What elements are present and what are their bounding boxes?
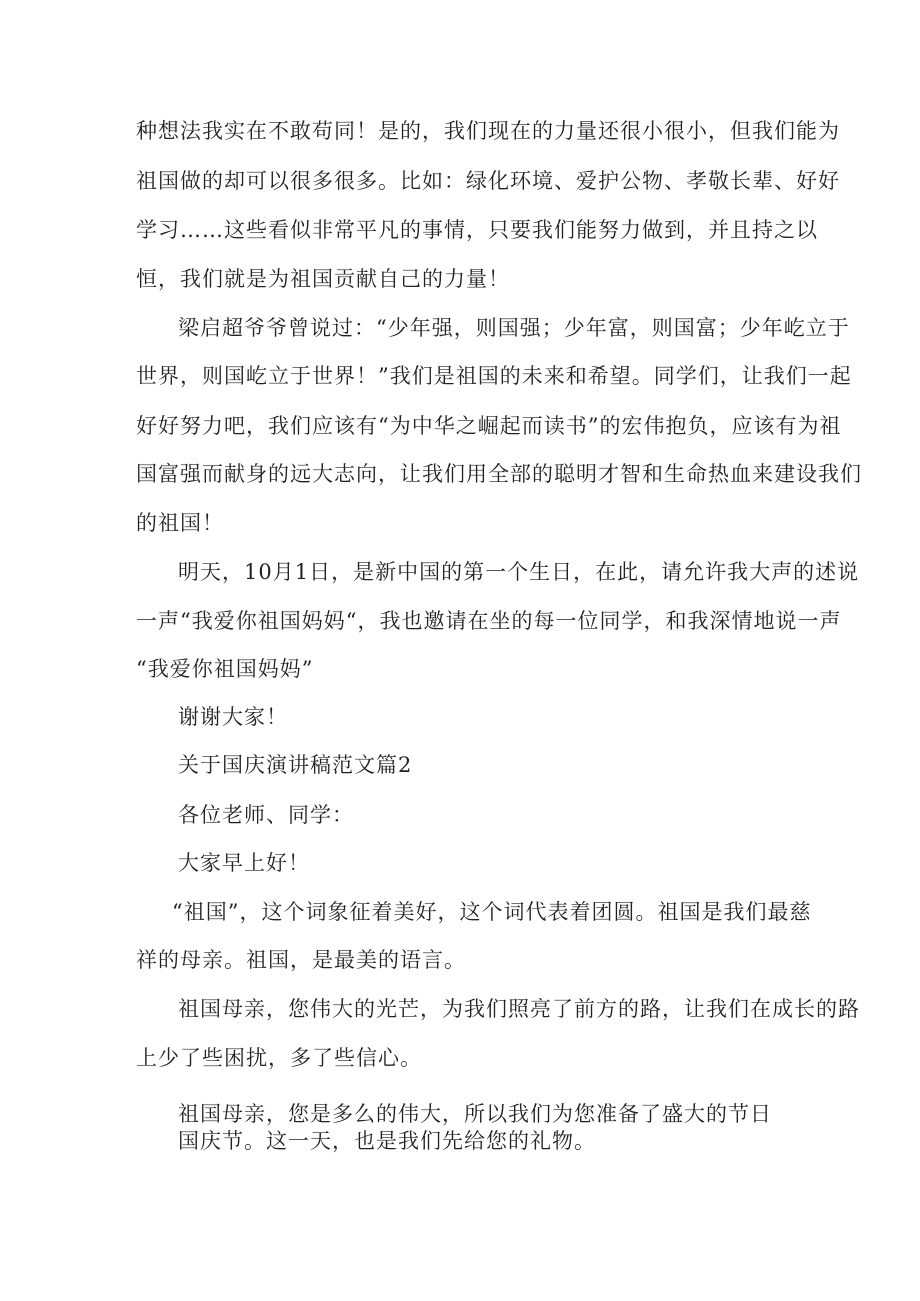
text-line: 祖国母亲，您伟大的光芒，为我们照亮了前方的路，让我们在成长的路 xyxy=(178,997,860,1021)
text-line: 国富强而献身的远大志向，让我们用全部的聪明才智和生命热血来建设我们 xyxy=(136,462,862,486)
text-line: 祖国母亲，您是多么的伟大，所以我们为您准备了盛大的节日 xyxy=(178,1102,772,1126)
text-line: 国庆节。这一天，也是我们先给您的礼物。 xyxy=(178,1129,596,1153)
text-line: 学习……这些看似非常平凡的事情，只要我们能努力做到，并且持之以 xyxy=(136,218,818,242)
text-line: 好好努力吧，我们应该有“为中华之崛起而读书”的宏伟抱负，应该有为祖 xyxy=(136,414,842,438)
text-line: 世界，则国屹立于世界！”我们是祖国的未来和希望。同学们，让我们一起 xyxy=(136,364,852,388)
section-heading: 关于国庆演讲稿范文篇2 xyxy=(178,753,413,777)
text-line: 梁启超爷爷曾说过：“少年强，则国强；少年富，则国富；少年屹立于 xyxy=(178,316,850,340)
text-line: 祥的母亲。祖国，是最美的语言。 xyxy=(136,948,466,972)
text-line: 恒，我们就是为祖国贡献自己的力量！ xyxy=(136,267,510,291)
text-line: 上少了些困扰，多了些信心。 xyxy=(136,1046,422,1070)
text-line: 种想法我实在不敢苟同！是的，我们现在的力量还很小很小，但我们能为 xyxy=(136,119,840,143)
text-line: 各位老师、同学： xyxy=(178,803,354,827)
text-line: 祖国做的却可以很多很多。比如：绿化环境、爱护公物、孝敬长辈、好好 xyxy=(136,169,840,193)
text-line: “祖国”，这个词象征着美好，这个词代表着团圆。祖国是我们最慈 xyxy=(172,900,812,924)
text-line: “我爱你祖国妈妈” xyxy=(136,657,314,681)
text-line: 大家早上好！ xyxy=(178,851,310,875)
text-line: 的祖国！ xyxy=(136,511,224,535)
text-line: 一声“我爱你祖国妈妈“，我也邀请在坐的每一位同学，和我深情地说一声 xyxy=(136,609,842,633)
text-line: 明天，10月1日，是新中国的第一个生日，在此，请允许我大声的述说 xyxy=(178,560,860,584)
text-line: 谢谢大家！ xyxy=(178,705,288,729)
